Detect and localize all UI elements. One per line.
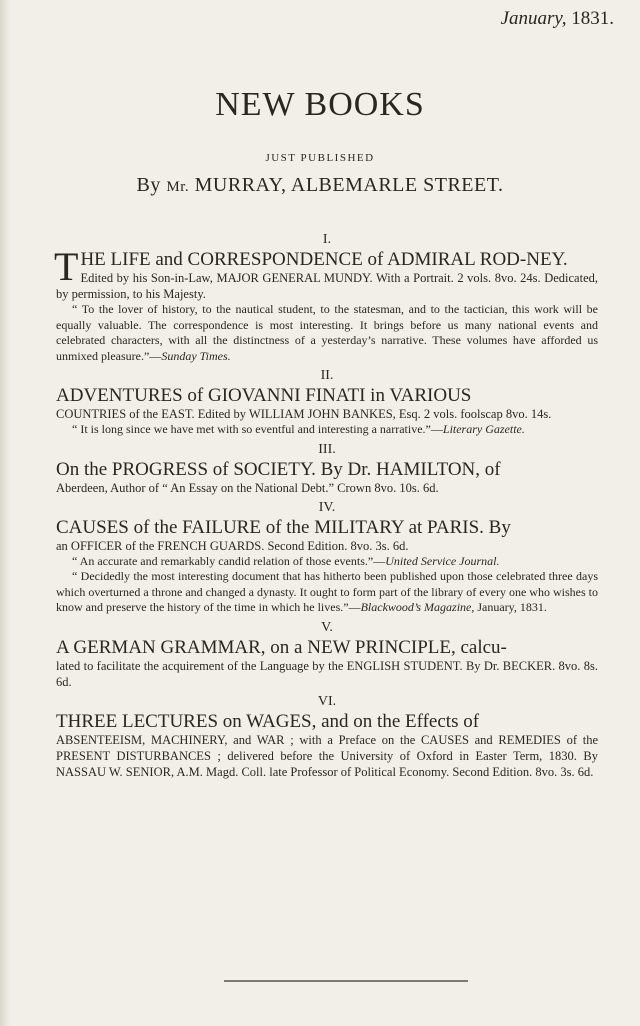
page-subtitle: JUST PUBLISHED <box>265 152 375 164</box>
quote-source: United Service Journal. <box>385 553 500 568</box>
book-entry-1 <box>56 232 598 364</box>
publisher-mr: Mr. <box>166 179 190 195</box>
book-entry-3 <box>56 442 598 496</box>
quote-source-date: January, 1831. <box>474 600 547 614</box>
quote-text: “ To the lover of history, to the nautical student, to the statesman, and to the tactician, this work will be equally valuable. The correspondence is most interesting. It brings before us many national events and celebrated characters, with all the distinctness of a yesterday’s narrative. These volumes have afforded us unmixed pleasure.”— <box>56 302 598 363</box>
quote-source: Blackwood’s Magazine, <box>360 600 475 614</box>
entry-number: VI. <box>317 693 337 709</box>
book-entry-5 <box>56 620 598 690</box>
entry-number: III. <box>318 441 336 457</box>
issue-month: January, <box>500 8 567 29</box>
entry-number: I. <box>322 232 332 247</box>
quote-text: “ It is long since we have met with so eventful and interesting a narrative.”— <box>72 422 443 436</box>
review-quote <box>56 569 598 616</box>
entry-details: an OFFICER of the FRENCH GUARDS. Second Edition. 8vo. 3s. 6d. <box>56 538 409 553</box>
quote-source: Literary Gazette. <box>442 422 525 436</box>
review-quote <box>56 422 598 438</box>
quote-text: “ An accurate and remarkably candid relation of those events.”— <box>72 553 386 568</box>
entry-heading-text: HE LIFE and CORRESPONDENCE of ADMIRAL ROD-NEY. <box>80 249 568 270</box>
entry-details: Aberdeen, Author of “ An Essay on the National Debt.” Crown 8vo. 10s. 6d. <box>56 480 439 495</box>
entry-heading: ADVENTURES of GIOVANNI FINATI in VARIOUS <box>56 385 472 406</box>
entry-heading: A GERMAN GRAMMAR, on a NEW PRINCIPLE, calcu- <box>56 636 507 658</box>
issue-date <box>501 8 614 30</box>
publisher-name: MURRAY, ALBEMARLE STREET. <box>194 174 504 196</box>
book-entry-4 <box>56 500 598 616</box>
publisher-by: By <box>136 174 161 196</box>
entry-number: II. <box>320 368 334 383</box>
entry-heading: On the PROGRESS of SOCIETY. By Dr. HAMILTON, of <box>56 458 501 480</box>
page-title: NEW BOOKS <box>215 86 425 123</box>
entry-details: COUNTRIES of the EAST. Edited by WILLIAM JOHN BANKES, Esq. 2 vols. foolscap 8vo. 14s. <box>56 407 552 421</box>
entry-details: lated to facilitate the acquirement of the Language by the ENGLISH STUDENT. By Dr. BECKER. 8vo. 8s. 6d. <box>56 658 598 689</box>
book-list <box>56 232 598 784</box>
drop-cap: T <box>54 244 79 289</box>
review-quote <box>56 302 598 364</box>
publisher-line <box>0 174 640 197</box>
entry-heading: THREE LECTURES on WAGES, and on the Effects of <box>56 710 480 732</box>
entry-number: V. <box>321 619 333 635</box>
end-rule <box>224 980 468 982</box>
issue-year: 1831. <box>571 8 614 29</box>
book-entry-6 <box>56 694 598 780</box>
quote-source: Sunday Times. <box>161 348 231 363</box>
entry-heading: CAUSES of the FAILURE of the MILITARY at PARIS. By <box>56 516 511 538</box>
entry-number: IV. <box>318 499 336 515</box>
review-quote <box>56 554 598 570</box>
quote-text: “ Decidedly the most interesting document that has hitherto been published upon those celebrated three days which overturned a throne and changed a dynasty. It ought to form part of the library of every one who wishes to know and preserve the history of the time in which he lives.”— <box>56 569 598 614</box>
book-entry-2 <box>56 368 598 438</box>
entry-details: ABSENTEEISM, MACHINERY, and WAR ; with a Preface on the CAUSES and REMEDIES of the PRESENT DISTURBANCES ; delivered before the University of Oxford in Easter Term, 1830. By NASSAU W. SENIOR, A.M. Magd. Coll. late Professor of Political Economy. Second Edition. 8vo. 3s. 6d. <box>56 732 598 779</box>
entry-details: Edited by his Son-in-Law, MAJOR GENERAL MUNDY. With a Portrait. 2 vols. 8vo. 24s. Dedicated, by permission, to his Majesty. <box>56 271 598 301</box>
